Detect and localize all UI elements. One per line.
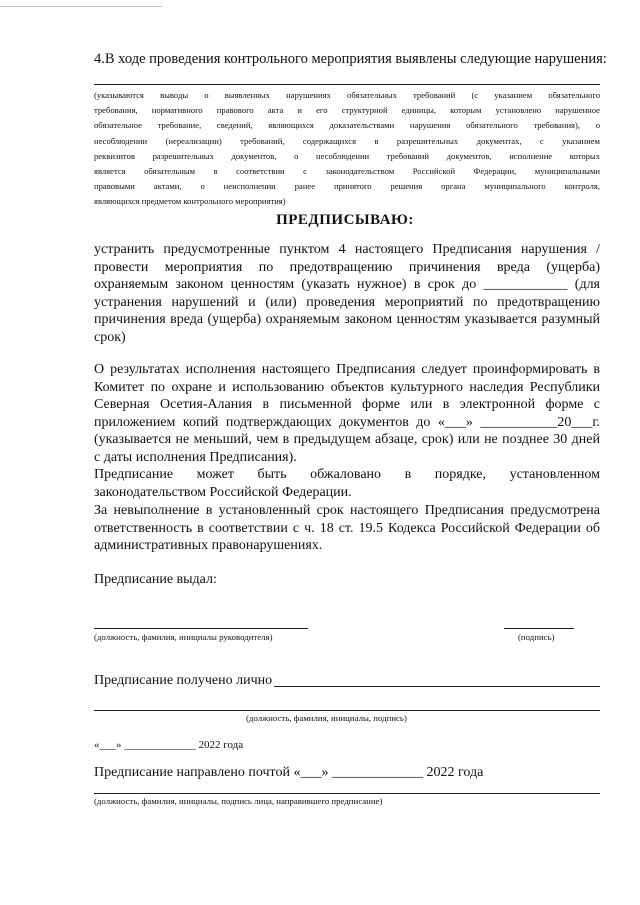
mailed-line: Предписание направлено почтой «___» _____________ 2022 года bbox=[94, 765, 484, 780]
paragraph-line: О результатах исполнения настоящего Предписания следует проинформировать в bbox=[94, 362, 600, 377]
violations-fill-line bbox=[94, 84, 600, 85]
liability-paragraph bbox=[94, 502, 600, 555]
report-results-paragraph bbox=[94, 361, 600, 467]
violations-explanation bbox=[94, 88, 600, 210]
issuer-position-caption: (должность, фамилия, инициалы руководителя) bbox=[94, 632, 273, 642]
paragraph-line: За невыполнение в установленный срок настоящего Предписания предусмотрена bbox=[94, 503, 600, 518]
paragraph-line: (указывается не меньший, чем в предыдущем абзаце, срок) или не позднее 30 дней bbox=[94, 432, 600, 448]
note-line: является обязательным в соответствии с законодательством Российской Федерации, муниципальными bbox=[94, 166, 600, 177]
paragraph-line: законодательством Российской Федерации. bbox=[94, 484, 352, 500]
paragraph-line: с даты исполнения Предписания). bbox=[94, 449, 297, 465]
paragraph-line: ответственность в соответствии с ч. 18 ст. 19.5 Кодекса Российской Федерации об bbox=[94, 520, 600, 536]
paragraph-line: приложением копий подтверждающих документов до «___» ___________20___г. bbox=[94, 414, 600, 430]
note-line: являющихся предметом контрольного мероприятия) bbox=[94, 196, 286, 207]
note-line: (указываются выводы о выявленных нарушениях обязательных требований (с указанием обязательного bbox=[94, 90, 600, 100]
received-label: Предписание получено лично bbox=[94, 673, 273, 688]
violations-heading: 4.В ходе проведения контрольного мероприятия выявлены следующие нарушения: bbox=[94, 51, 607, 67]
prescription-paragraph bbox=[94, 241, 600, 347]
note-line: обязательное требование, сведений, являющихся доказательствами нарушения обязательного требования), о bbox=[94, 120, 600, 131]
paragraph-line: охраняемым законом ценностям (указать нужное) в срок до ____________ (для bbox=[94, 277, 600, 293]
received-fill-line bbox=[274, 686, 600, 687]
paragraph-line: устранить предусмотренные пунктом 4 настоящего Предписания нарушения / bbox=[94, 242, 600, 257]
received-date: «___» _____________ 2022 года bbox=[94, 739, 244, 751]
prescribe-heading: ПРЕДПИСЫВАЮ: bbox=[276, 212, 414, 228]
issuer-signature-line bbox=[504, 628, 574, 629]
paragraph-line: устранения нарушений и (или) проведения мероприятий по предотвращению bbox=[94, 294, 600, 310]
paragraph-line: срок) bbox=[94, 329, 126, 345]
paragraph-line: Северная Осетия-Алания в письменной форме или в электронной форме с bbox=[94, 397, 600, 413]
appeal-paragraph bbox=[94, 466, 600, 501]
mailed-signature-line bbox=[94, 793, 600, 794]
issuer-signature-caption: (подпись) bbox=[518, 632, 555, 642]
scan-edge-line bbox=[0, 6, 162, 7]
received-caption: (должность, фамилия, инициалы, подпись) bbox=[246, 713, 407, 723]
issuer-position-line bbox=[94, 628, 308, 629]
paragraph-line: провести мероприятия по предотвращению причинения вреда (ущерба) bbox=[94, 259, 600, 275]
note-line: требования, нормативного правового акта и его структурной единицы, которым установлено нарушенное bbox=[94, 105, 600, 116]
issued-by-label: Предписание выдал: bbox=[94, 572, 217, 587]
paragraph-line: административных правонарушениях. bbox=[94, 538, 323, 554]
note-line: несоблюдении (нереализации) требований, содержащихся в разрешительных документах, с указанием bbox=[94, 135, 600, 146]
paragraph-line: Предписание может быть обжаловано в порядке, установленном bbox=[94, 467, 600, 482]
mailed-caption: (должность, фамилия, инициалы, подпись лица, направившего предписание) bbox=[94, 796, 383, 806]
paragraph-line: Комитет по охране и использованию объектов культурного наследия Республики bbox=[94, 379, 600, 395]
note-line: правовыми актами, о неисполнении ранее принятого решения органа муниципального контроля, bbox=[94, 181, 600, 192]
note-line: реквизитов разрешительных документов, о несоблюдении требований документов, исполнение которых bbox=[94, 150, 600, 161]
received-signature-line bbox=[94, 710, 600, 711]
paragraph-line: причинения вреда (ущерба) охраняемым законом ценностям указывается разумный bbox=[94, 312, 600, 328]
